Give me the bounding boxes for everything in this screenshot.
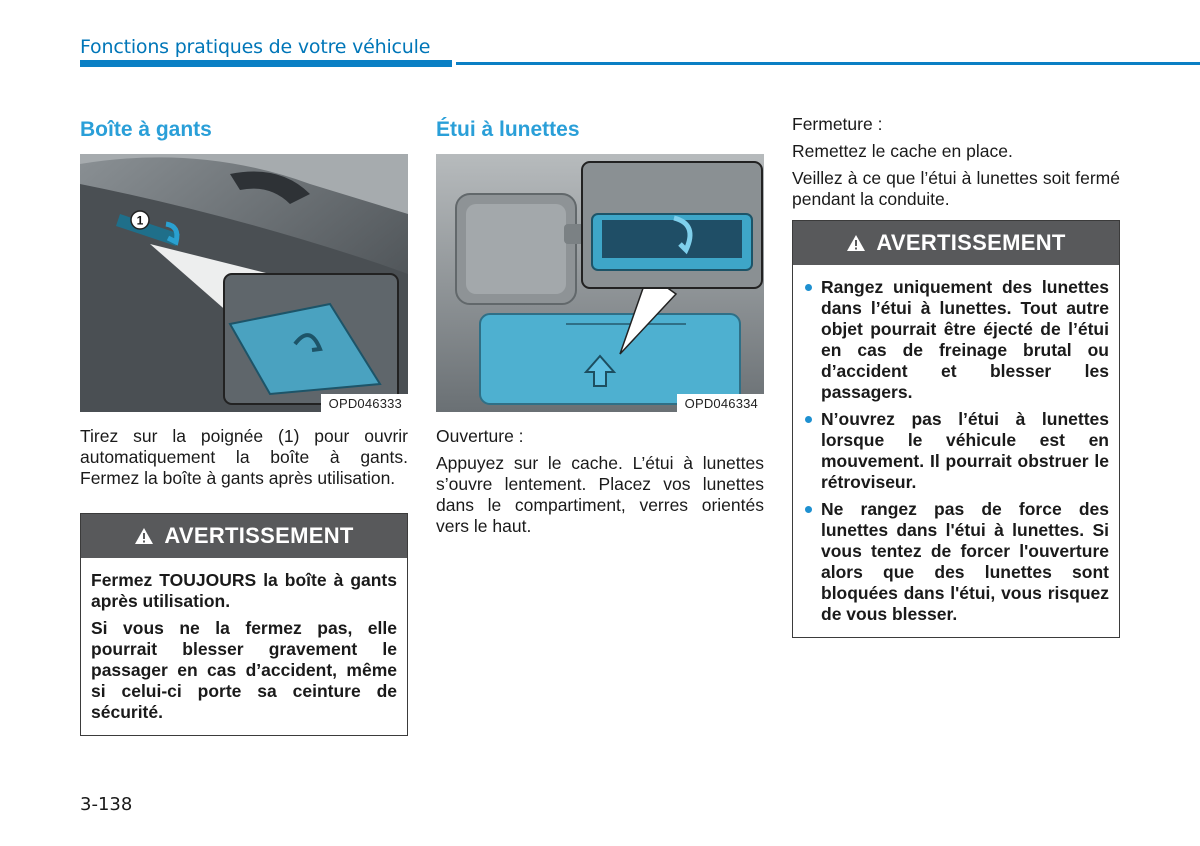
figure-glasses-holder bbox=[436, 154, 764, 412]
warning-header bbox=[81, 514, 407, 558]
glove-box-illustration bbox=[80, 154, 408, 412]
opening-label: Ouverture : bbox=[436, 426, 524, 446]
figure-id: OPD046333 bbox=[321, 394, 408, 412]
warning-triangle-icon bbox=[134, 527, 154, 545]
bullet-icon bbox=[805, 416, 812, 423]
glasses-holder-illustration bbox=[436, 154, 764, 412]
header-rule-thin bbox=[456, 62, 1200, 65]
section-title-glasses-holder: Étui à lunettes bbox=[436, 118, 580, 141]
opening-text: Appuyez sur le cache. L’étui à lunettes s’ouvre lentement. Placez vos lunettes dans le compartiment, verres orientés vers le haut. bbox=[436, 453, 764, 536]
warning-header-label: AVERTISSEMENT bbox=[876, 230, 1066, 255]
warning-text-2: Si vous ne la fermez pas, elle pourrait blesser gravement le passager en cas d’accident, même si celui-ci porte sa ceinture de sécurité. bbox=[91, 618, 397, 722]
column-closing bbox=[792, 114, 1120, 638]
running-header: Fonctions pratiques de votre véhicule bbox=[80, 36, 431, 58]
closing-note: Veillez à ce que l’étui à lunettes soit fermé pendant la conduite. bbox=[792, 168, 1120, 209]
column-glasses-holder bbox=[436, 114, 764, 537]
warning-header-label: AVERTISSEMENT bbox=[164, 523, 354, 548]
column-glove-box bbox=[80, 114, 408, 736]
closing-text: Remettez le cache en place. bbox=[792, 141, 1013, 161]
warning-box-glove bbox=[80, 513, 408, 736]
section-title-glove-box: Boîte à gants bbox=[80, 118, 212, 141]
figure-glove-box bbox=[80, 154, 408, 412]
figure-id: OPD046334 bbox=[677, 394, 764, 412]
warning-text-1: Fermez TOUJOURS la boîte à gants après utilisation. bbox=[91, 570, 397, 611]
warning-header bbox=[793, 221, 1119, 265]
glove-box-text: Tirez sur la poignée (1) pour ouvrir automatiquement la boîte à gants. Fermez la boîte à gants après utilisation. bbox=[80, 426, 408, 488]
bullet-icon bbox=[805, 284, 812, 291]
closing-label: Fermeture : bbox=[792, 114, 883, 134]
warning-item: Rangez uniquement des lunettes dans l’étui à lunettes. Tout autre objet pourrait être éjecté de l’étui en cas de freinage brutal ou d’accident et blesser les passagers. bbox=[803, 277, 1109, 403]
warning-item: N’ouvrez pas l’étui à lunettes lorsque le véhicule est en mouvement. Il pourrait obstruer le rétroviseur. bbox=[803, 409, 1109, 493]
bullet-icon bbox=[805, 506, 812, 513]
warning-box-glasses bbox=[792, 220, 1120, 638]
warning-item: Ne rangez pas de force des lunettes dans l'étui à lunettes. Si vous tentez de forcer l'ouverture alors que des lunettes sont bloquées dans l'étui, vous risquez de vous blesser. bbox=[803, 499, 1109, 625]
page-number: 3-138 bbox=[80, 794, 133, 815]
callout-label: 1 bbox=[136, 213, 144, 228]
header-rule-thick bbox=[80, 60, 452, 67]
warning-triangle-icon bbox=[846, 234, 866, 252]
